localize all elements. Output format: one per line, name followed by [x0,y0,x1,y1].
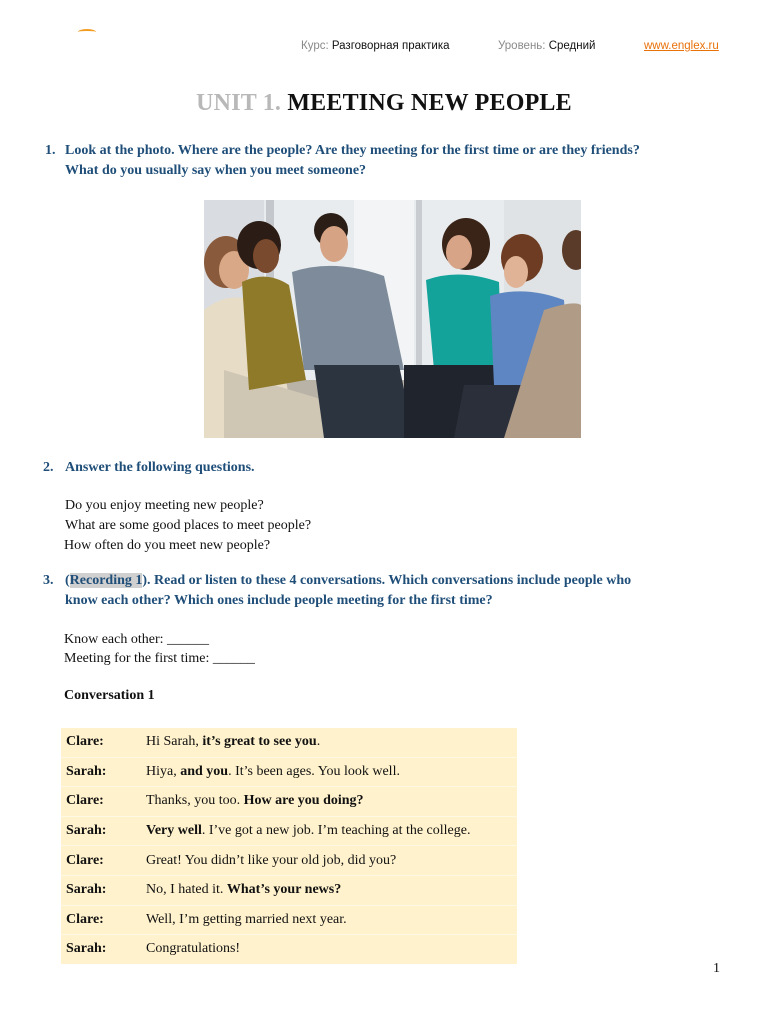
dialog-row [61,758,517,788]
dialog-text: Hi Sarah, [146,734,203,750]
dialog-text: Congratulations! [146,941,241,957]
dialog-line [146,853,396,869]
logo-mark [78,29,96,35]
answer-first-time: Meeting for the first time: ______ [64,651,255,666]
dialog-line [146,734,320,750]
dialog-text: Thanks, you too. [146,793,244,809]
dialog-row [61,728,517,758]
course-label: Курс: [301,40,329,52]
site-link-wrap [644,40,719,52]
dialog-line [146,912,347,928]
conversation-heading: Conversation 1 [64,688,155,703]
dialog-line [146,823,470,839]
answer-know-each-other: Know each other: ______ [64,632,210,647]
dialog-row [61,817,517,847]
question-3-number: 3. [43,573,54,588]
dialog-line [146,764,400,780]
question-2-item: Do you enjoy meeting new people? [65,498,264,513]
question-3-line1-text: ). Read or listen to these 4 conversations. Which conversations include people who [142,573,632,588]
dialog-row [61,787,517,817]
dialog-line [146,793,364,809]
course-value: Разговорная практика [331,40,450,52]
dialog-text: No, I hated it. [146,882,227,898]
question-2-item: How often do you meet new people? [64,538,271,553]
course-info [301,40,450,52]
speaker-name: Clare: [66,734,104,750]
page-number: 1 [713,961,720,976]
dialog-row [61,876,517,906]
dialog-text: . It’s been ages. You look well. [228,763,400,779]
question-1-line2: What do you usually say when you meet someone? [65,163,367,178]
recording-tag[interactable]: Recording 1 [69,573,143,588]
group-photo [204,200,581,438]
key-phrase: it’s great to see you [202,734,317,750]
conversation-table [61,728,517,964]
level-value: Средний [548,40,596,52]
speaker-name: Sarah: [66,823,107,839]
speaker-name: Clare: [66,852,104,868]
open-paren: ( [65,573,70,588]
dialog-line [146,882,341,898]
dialog-row [61,935,517,964]
dialog-line [146,941,240,957]
dialog-row [61,846,517,876]
page-title [0,90,768,117]
dialog-text: Well, I’m getting married next year. [146,911,347,927]
question-2-heading: Answer the following questions. [65,460,255,475]
dialog-text: . I’ve got a new job. I’m teaching at the college. [201,823,471,839]
speaker-name: Sarah: [66,763,107,779]
dialog-row [61,906,517,936]
question-2-number: 2. [43,460,54,475]
speaker-name: Sarah: [66,941,107,957]
question-3 [43,571,725,611]
question-2-item: What are some good places to meet people? [65,518,312,533]
question-3-line1 [65,571,725,591]
unit-label: UNIT 1. [196,90,282,116]
level-info [498,40,595,52]
speaker-name: Clare: [66,911,104,927]
question-1-line1: Look at the photo. Where are the people? Are they meeting for the first time or are they friends? [65,143,640,158]
dialog-text: . [316,734,321,750]
site-link[interactable]: www.englex.ru [644,40,719,52]
key-phrase: What’s your news? [226,882,342,898]
key-phrase: Very well [146,823,202,839]
question-2 [43,458,255,478]
level-label: Уровень: [498,40,546,52]
speaker-name: Sarah: [66,882,107,898]
question-1 [45,141,725,181]
question-1-number: 1. [45,143,56,158]
dialog-text: Hiya, [146,763,181,779]
unit-title: MEETING NEW PEOPLE [287,90,572,116]
dialog-text: Great! You didn’t like your old job, did you? [146,852,397,868]
key-phrase: and you [180,763,229,779]
speaker-name: Clare: [66,793,104,809]
key-phrase: How are you doing? [243,793,364,809]
question-3-line2: know each other? Which ones include people meeting for the first time? [65,593,493,608]
